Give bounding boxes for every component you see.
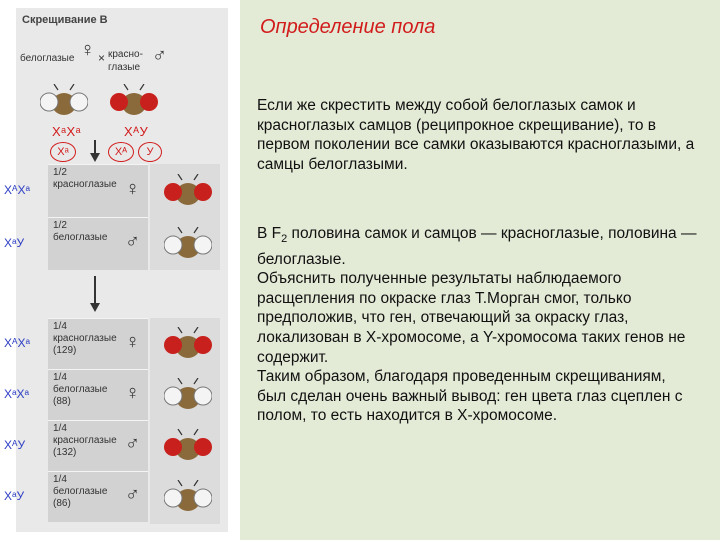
f2-row	[48, 318, 148, 369]
f2-prefix: В F	[257, 225, 282, 242]
f2-genotype: XᵃУ	[4, 488, 25, 503]
figure-heading: Скрещивание В	[22, 14, 108, 26]
f2-sex-symbol: ♂	[125, 483, 140, 506]
f2-row	[48, 471, 148, 522]
f2-genotype: XᴬXᵃ	[4, 335, 30, 350]
f2-sex-symbol: ♀	[125, 381, 140, 404]
paragraph-2	[257, 224, 697, 426]
paragraph-2-explanation: Объяснить полученные результаты наблюдаемого расщепления по окраске глаз Т.Морган смог, только предположив, что ген, отвечающий за окраску глаз, локализован в Х-хромосоме, а Y-хромосома таких генов не содержит.	[257, 270, 686, 366]
gamete-female: Xᵃ	[50, 142, 76, 162]
f2-sex-symbol: ♀	[125, 330, 140, 353]
f2-genotype: XᵃXᵃ	[4, 386, 29, 401]
parent-male-genotype: XᴬУ	[124, 124, 149, 139]
f1-row	[48, 164, 148, 217]
white-eyed-fly-icon	[164, 378, 212, 412]
paragraph-2-conclusion: Таким образом, благодаря проведенным скрещиваниям, был сделан очень важный вывод: ген цвета глаз сцеплен с полом, то есть находится в Х-хромосоме.	[257, 368, 683, 425]
f2-row	[48, 420, 148, 471]
f2-row	[48, 369, 148, 420]
f2-sex-symbol: ♂	[125, 432, 140, 455]
paragraph-1	[257, 96, 697, 174]
red-eyed-male-fly-icon	[110, 84, 158, 118]
f2-phenotype-text: 1/4 белоглазые (88)	[53, 372, 108, 407]
f2-phenotype-text: 1/4 белоглазые (86)	[53, 474, 108, 509]
parent-female-label: белоглазые	[20, 53, 75, 64]
f2-genotype: XᴬУ	[4, 437, 26, 452]
f2-text: половина самок и самцов — красноглазые, половина — белоглазые.	[257, 225, 697, 268]
parent-female-symbol: ♀	[80, 39, 95, 61]
red-eyed-fly-icon	[164, 429, 212, 463]
generation-arrow-icon	[94, 276, 96, 310]
cross-sign: ×	[98, 51, 106, 65]
f1-genotype: XᴬXᵃ	[4, 182, 30, 197]
white-eyed-fly-icon	[164, 227, 212, 261]
f1-sex-symbol: ♂	[125, 230, 140, 253]
white-eyed-female-fly-icon	[40, 84, 88, 118]
f1-phenotype-text: 1/2 белоглазые	[53, 220, 108, 243]
white-eyed-fly-icon	[164, 480, 212, 514]
genetics-figure	[0, 0, 240, 540]
red-eyed-fly-icon	[164, 174, 212, 208]
paragraph-1-text: Если же скрестить между собой белоглазых самок и красноглазых самцов (реципрокное скрещивание), то в первом поколении все самки оказываются красноглазыми, а самцы белоглазыми.	[257, 97, 695, 173]
red-eyed-fly-icon	[164, 327, 212, 361]
f2-subscript: 2	[281, 233, 288, 246]
gamete-male-x: Xᴬ	[108, 142, 134, 162]
paragraph-2-f2-line	[257, 224, 697, 269]
slide-title: Определение пола	[260, 16, 436, 38]
parent-male-symbol: ♂	[152, 45, 167, 67]
f2-phenotype-text: 1/4 красноглазые (129)	[53, 321, 117, 356]
f1-sex-symbol: ♀	[125, 177, 140, 200]
gamete-male-y: У	[138, 142, 162, 162]
f2-phenotype-text: 1/4 красноглазые (132)	[53, 423, 117, 458]
parent-female-genotype: XᵃXᵃ	[52, 124, 82, 139]
f1-phenotype-text: 1/2 красноглазые	[53, 167, 117, 190]
f1-genotype: XᵃУ	[4, 235, 25, 250]
f1-row	[48, 217, 148, 270]
cross-arrow-icon	[94, 140, 96, 160]
parent-male-label: красно- глазые	[108, 49, 143, 73]
